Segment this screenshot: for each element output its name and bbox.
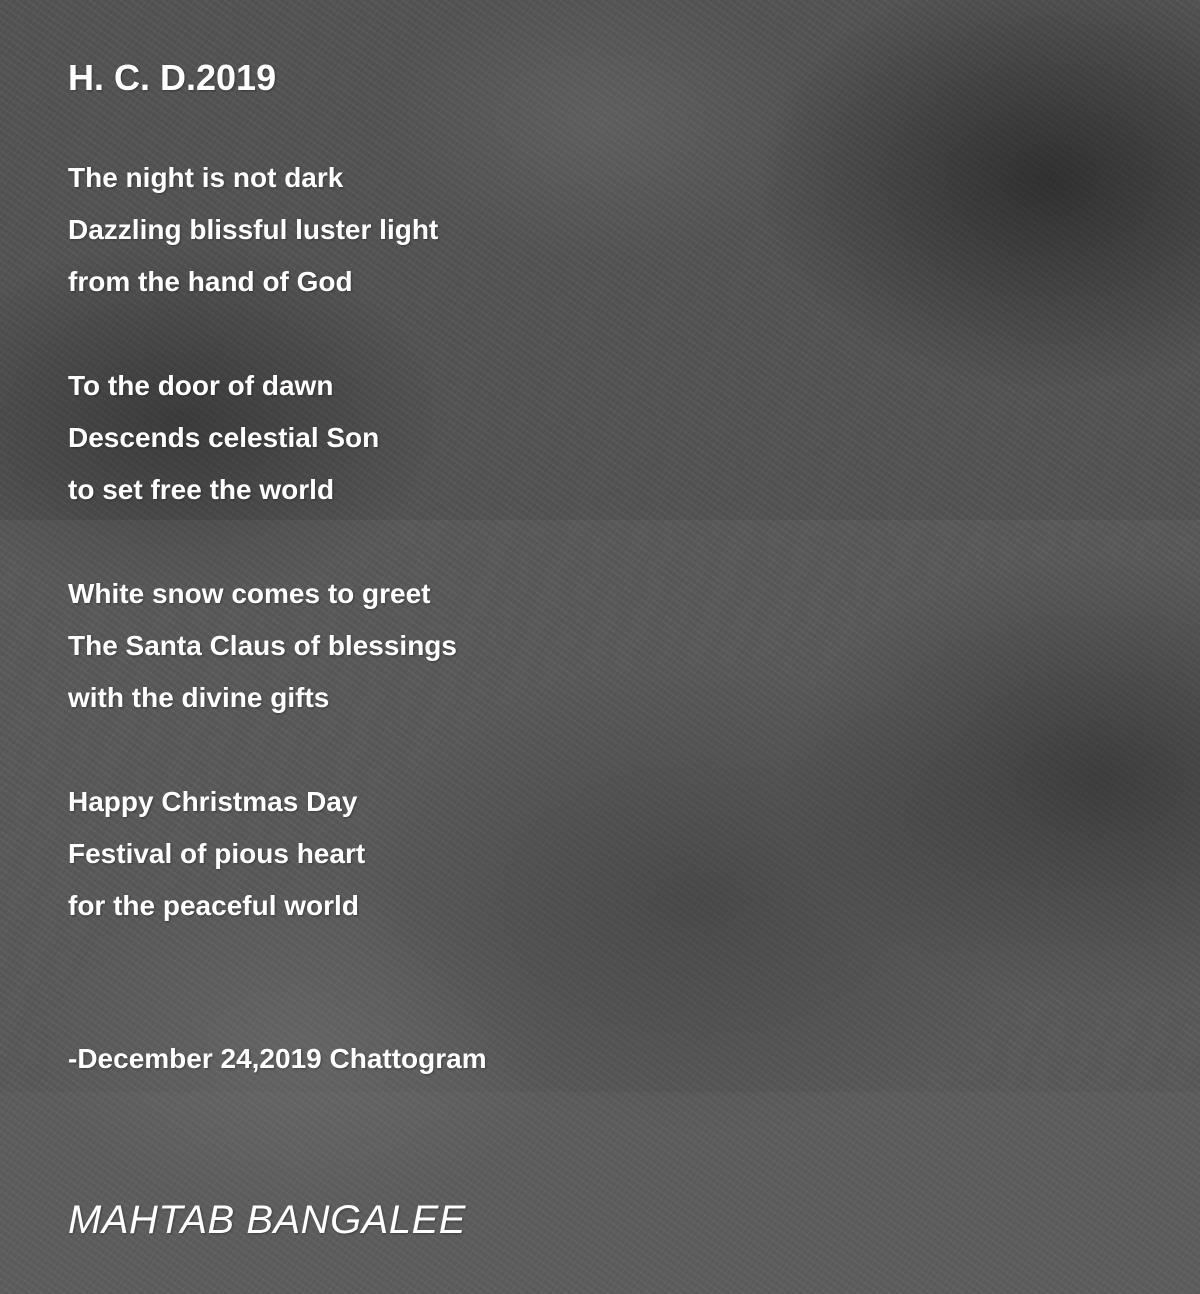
poem-line: Dazzling blissful luster light: [68, 214, 439, 245]
poem-line: to set free the world: [68, 474, 335, 505]
poem-card: [68, 56, 1128, 984]
poem-line: Happy Christmas Day: [68, 786, 358, 817]
poem-dateline: -December 24,2019 Chattogram: [68, 1043, 487, 1074]
author-name: MAHTAB BANGALEE: [68, 1198, 466, 1242]
poem-body: [68, 152, 1128, 932]
stanza-4: [68, 776, 1128, 932]
stanza-2: [68, 360, 1128, 516]
background-band-footer: [0, 1092, 1200, 1294]
stanza-1: [68, 152, 1128, 308]
poem-line: Descends celestial Son: [68, 422, 380, 453]
poem-line: from the hand of God: [68, 266, 353, 297]
poem-line: with the divine gifts: [68, 682, 330, 713]
poem-line: The night is not dark: [68, 162, 344, 193]
stanza-3: [68, 568, 1128, 724]
poem-title: H. C. D.2019: [68, 57, 277, 98]
poem-line: To the door of dawn: [68, 370, 334, 401]
poem-line: The Santa Claus of blessings: [68, 630, 457, 661]
poem-line: Festival of pious heart: [68, 838, 366, 869]
poem-line: for the peaceful world: [68, 890, 359, 921]
poem-line: White snow comes to greet: [68, 578, 431, 609]
